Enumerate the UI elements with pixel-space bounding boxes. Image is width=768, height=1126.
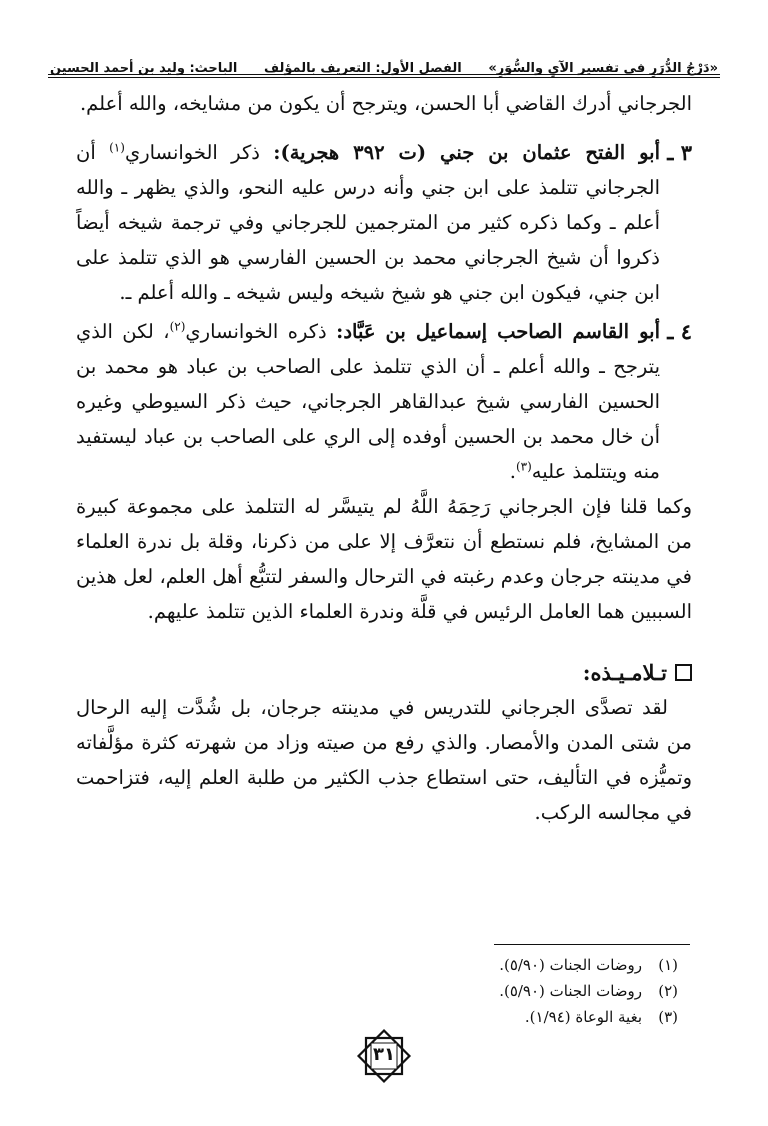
footnote-number: (٢) xyxy=(658,982,678,1000)
footnote-ref[interactable]: (٣) xyxy=(515,459,532,474)
list-item-sahib-ibn-abbad xyxy=(76,314,692,489)
list-item-text: ذكره الخوانساري xyxy=(185,320,337,343)
footnote-number: (٣) xyxy=(658,1008,678,1026)
page-number: ٣١ xyxy=(373,1044,395,1065)
list-item-body xyxy=(76,135,660,310)
closing-paragraph: وكما قلنا فإن الجرجاني رَحِمَهُ اللَّهُ لم يتيسَّر له التتلمذ على مجموعة كبيرة من المشايخ، فلم نستطع أن نتعرَّف إلا على من ذكرنا، وقلة بل ندرة العلماء في مدينته جرجان وعدم رغبته في الترحال والسفر لتتبُّع أهل العلم، لعل هذين السببين هما العامل الرئيس في قلَّة وندرة العلماء الذين تتلمذ عليهم. xyxy=(76,495,692,623)
footnote-text: بغية الوعاة (١/٩٤). xyxy=(524,1008,642,1026)
footnotes xyxy=(200,952,678,1030)
list-item-heading: أبو القاسم الصاحب إسماعيل بن عَبَّاد: xyxy=(336,320,660,343)
square-bullet-icon xyxy=(675,664,692,681)
intro-paragraph: الجرجاني أدرك القاضي أبا الحسن، ويترجح أن يكون من مشايخه، والله أعلم. xyxy=(79,92,692,115)
header-rule xyxy=(48,74,720,78)
list-item-text: ، لكن الذي يترجح ـ والله أعلم ـ أن الذي تتلمذ على الصاحب بن عباد هو محمد بن الحسين الفارسي شيخ عبدالقاهر الجرجاني، حيث ذكر السيوطي وغيره أن خال محمد بن الحسين أوفده إلى الري على الصاحب بن عباد ليستفيد منه ويتتلمذ عليه xyxy=(76,320,660,483)
section-title: تـلامـيـذه: xyxy=(582,660,667,685)
list-item-text: . xyxy=(509,460,516,483)
page-body xyxy=(76,86,692,830)
list-item-body xyxy=(76,314,660,489)
footnote xyxy=(200,952,678,978)
list-item-number: ٤ ـ xyxy=(667,319,692,344)
list-item-heading: أبو الفتح عثمان بن جني (ت ٣٩٢ هجرية): xyxy=(273,141,660,164)
footnote xyxy=(200,978,678,1004)
footnote xyxy=(200,1004,678,1030)
footnote-number: (١) xyxy=(658,956,678,974)
footnote-ref[interactable]: (٢) xyxy=(169,319,186,334)
list-item-text: أن الجرجاني تتلمذ على ابن جني وأنه درس عليه النحو، والذي يظهر ـ والله أعلم ـ وكما ذكره كثير من المترجمين للجرجاني وفي ترجمة شيخه أيضاً ذكروا أن شيخ الجرجاني محمد بن الحسين الفارسي هو الذي تتلمذ على ابن جني، فيكون ابن جني هو شيخ شيخه وليس شيخه ـ والله أعلم ـ. xyxy=(76,141,660,304)
section-heading xyxy=(76,655,692,690)
footnote-text: روضات الجنات (٥/٩٠). xyxy=(499,956,642,974)
header-book-title: «دَرْجُ الدُّرَرِ في تفسير الآيِ والسُّوَرِ» xyxy=(488,61,718,76)
list-item-ibn-jinni xyxy=(76,135,692,310)
header-researcher: الباحث: وليد بن أحمد الحسين xyxy=(50,61,238,76)
list-item-number: ٣ ـ xyxy=(667,140,692,165)
footnote-text: روضات الجنات (٥/٩٠). xyxy=(499,982,642,1000)
running-header xyxy=(50,40,718,76)
footnote-divider xyxy=(494,944,690,945)
footnote-ref[interactable]: (١) xyxy=(109,140,125,155)
section-paragraph: لقد تصدَّى الجرجاني للتدريس في مدينته جرجان، بل شُدَّت إليه الرحال من شتى المدن والأمصار. والذي رفع من صيته وزاد من شهرته كثرة مؤلَّفاته وتميُّزه في التأليف، حتى استطاع جذب الكثير من طلبة العلم إليه، فتزاحمت في مجالسه الركب. xyxy=(76,696,692,824)
header-chapter: الفصل الأول: التعريف بالمؤلف xyxy=(264,61,462,76)
list-item-text: ذكر الخوانساري xyxy=(124,141,274,164)
